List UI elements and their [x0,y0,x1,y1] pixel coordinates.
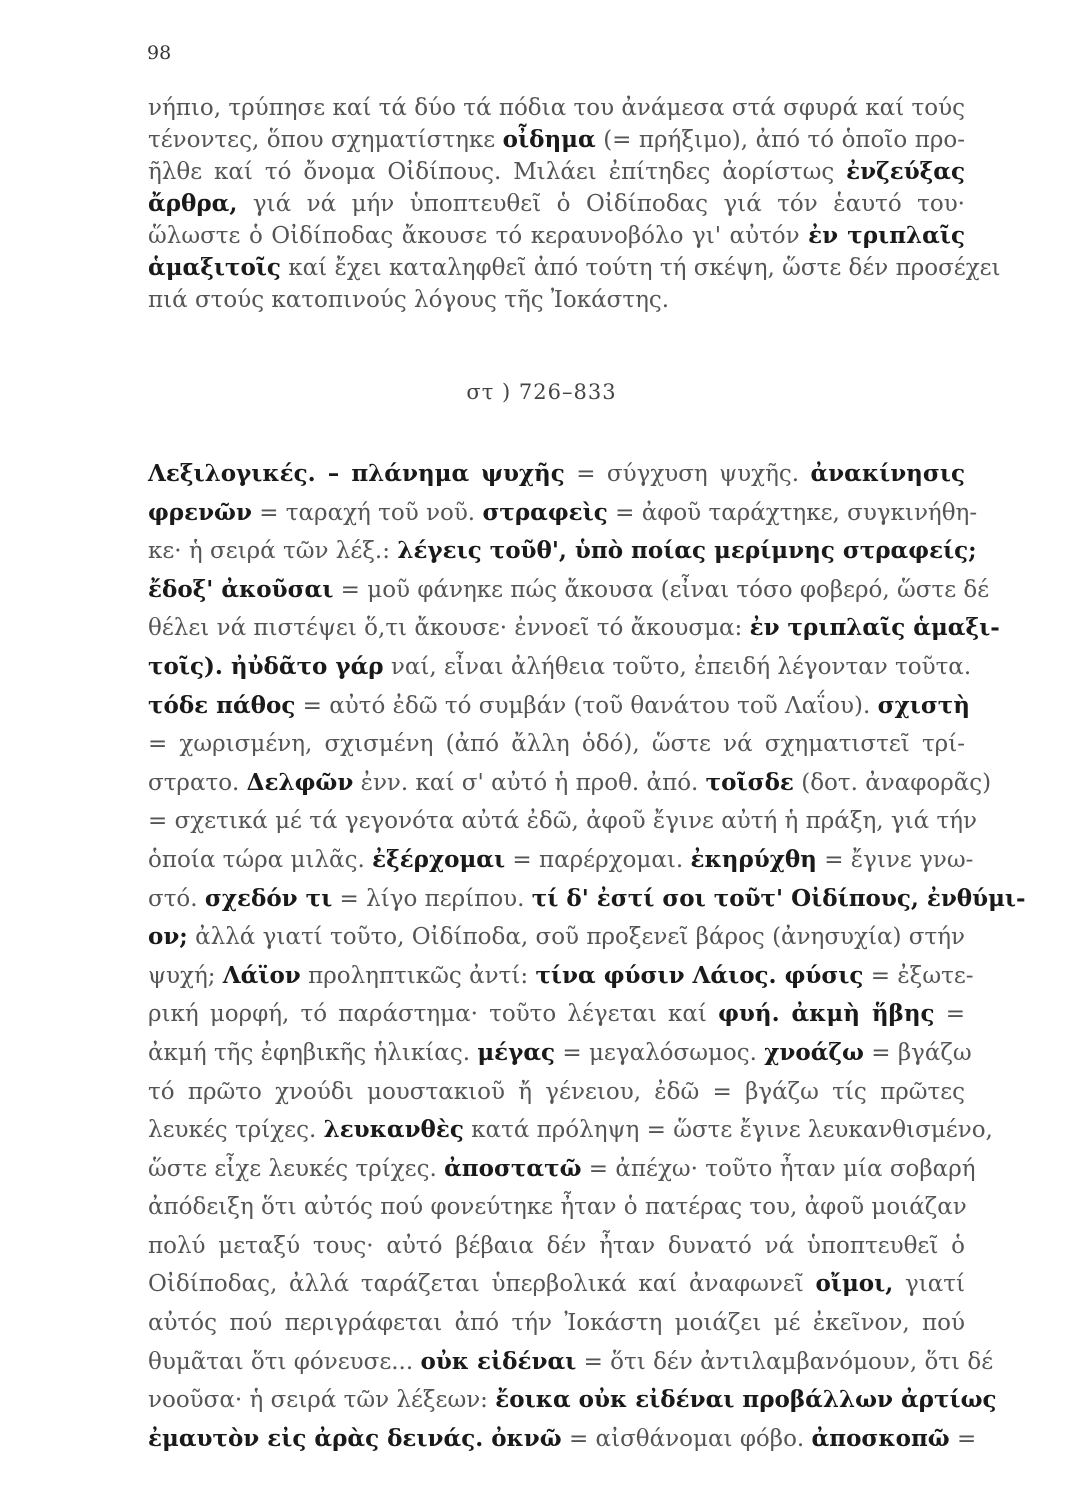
text-line [148,918,965,957]
bold-term: μέγας [477,1038,556,1066]
gloss-text: λευκές τρίχες. [148,1117,324,1144]
gloss-text: αὐτός πού περιγράφεται ἀπό τήν Ἰοκάστη μοιάζει μέ ἐκεῖνον, πού [148,1310,965,1337]
gloss-text: ὥλωστε ὁ Οἰδίποδας ἄκουσε τό κεραυνοβόλο γι' αὐτόν [148,223,809,249]
gloss-text: καί ἔχει καταληφθεῖ ἀπό τούτη τή σκέψη, ὥστε δέν προσέχει [280,255,1001,281]
gloss-text: = σχετικά μέ τά γεγονότα αὐτά ἐδῶ, ἀφοῦ ἔγινε αὐτή ἡ πράξη, γιά τήν [148,808,977,835]
bold-term: ον; [148,923,188,951]
text-line [148,455,965,494]
text-line [148,156,965,188]
text-line [148,841,974,880]
text-line [148,1265,965,1304]
gloss-text: = χωρισμένη, σχισμένη (ἀπό ἄλλη ὁδό), ὥστε νά σχηματιστεῖ τρί- [148,731,965,758]
gloss-text: γιά νά μήν ὑποπτευθεῖ ὁ Οἰδίποδας γιά τόν ἑαυτό του· [237,191,965,217]
section-heading: στ ) 726–833 [466,380,617,404]
bold-term: Λεξιλογικές. – πλάνημα ψυχῆς [148,460,565,487]
bold-term: ἔδοξ' ἀκοῦσαι [148,575,334,603]
text-line [148,252,1001,284]
gloss-text: ἀλλά γιατί τοῦτο, Οἰδίποδα, σοῦ προξενεῖ βάρος (ἀνησυχία) στήν [187,924,965,951]
bold-term: ἐμαυτὸν εἰς ἀρὰς δεινάς. ὀκνῶ [148,1424,562,1452]
bold-term: τοῖς). ἠὐδᾶτο γάρ [148,652,384,680]
text-line [148,92,965,124]
text-line [148,571,990,610]
gloss-text: Οἰδίποδας, ἀλλά ταράζεται ὑπερβολικά καί ἀναφωνεῖ [148,1271,816,1298]
gloss-text: κε· ἡ σειρά τῶν λέξ.: [148,538,398,565]
gloss-text: ὥστε εἶχε λευκές τρίχες. [148,1155,445,1182]
gloss-text: ὁποία τώρα μιλᾶς. [148,846,373,873]
gloss-text: = ταραχή τοῦ νοῦ. [251,499,483,526]
gloss-text: πολύ μεταξύ τους· αὐτό βέβαια δέν ἦταν δυνατό νά ὑποπτευθεῖ ὁ [148,1232,965,1259]
gloss-text: τό πρῶτο χνούδι μουστακιοῦ ἤ γένειου, ἐδῶ = βγάζω τίς πρῶτες [148,1078,965,1105]
gloss-text: νοοῦσα· ἡ σειρά τῶν λέξεων: [148,1387,496,1414]
text-line [148,1188,965,1227]
bold-term: τόδε πάθος [148,691,296,719]
page-number: 98 [147,42,172,64]
text-line [148,609,1000,648]
bold-term: ἔοικα οὐκ εἰδέναι προβάλλων ἀρτίως [495,1386,997,1414]
gloss-text: νήπιο, τρύπησε καί τά δύο τά πόδια του ἀνάμεσα στά σφυρά καί τούς [148,95,965,121]
bold-term: φυή. ἀκμὴ ἥβης [718,1000,935,1028]
gloss-text: θέλει νά πιστέψει ὅ,τι ἄκουσε· ἐννοεῖ τό ἄκουσμα: [148,615,750,642]
bold-term: φρενῶν [148,498,252,526]
bold-term: χνοάζω [764,1038,864,1066]
gloss-text: στρατο. [148,769,247,796]
gloss-text: ρική μορφή, τό παράστημα· τοῦτο λέγεται καί [148,1001,719,1028]
text-line [148,1227,965,1266]
gloss-text: = σύγχυση ψυχῆς. [564,461,811,487]
bold-term: τοῖσδε [705,768,794,796]
bold-term: ἁμαξιτοῖς [148,254,281,281]
bold-term: ἐν τριπλαῖς [808,222,965,249]
gloss-text: γιατί [893,1271,966,1298]
text-line [148,1304,965,1343]
bold-term: ἐν τριπλαῖς ἁμαξι- [749,614,1000,642]
gloss-text: = λίγο περίπου. [332,885,532,912]
text-line [148,1343,994,1382]
text-line [148,648,972,687]
text-line [148,1381,997,1420]
bold-term: τίνα φύσιν Λάιος. φύσις [535,961,864,989]
text-line [148,1111,993,1150]
text-line [148,284,965,316]
bold-term: ἐκηρύχθη [690,845,817,873]
gloss-text: = μοῦ φάνηκε πώς ἄκουσα (εἶναι τόσο φοβερό, ὥστε δέ [333,576,990,603]
bold-term: σχεδόν τι [204,884,333,912]
gloss-text: = αὐτό ἐδῶ τό συμβάν (τοῦ θανάτου τοῦ Λαΐου). [295,692,878,719]
gloss-text: ναί, εἶναι ἀλήθεια τοῦτο, ἐπειδή λέγονταν τοῦτα. [383,653,972,680]
text-line [148,764,992,803]
bold-term: ἄρθρα, [148,190,238,217]
text-line [148,725,965,764]
bold-term: οὐκ εἰδέναι [420,1347,577,1375]
gloss-text: προληπτικῶς ἀντί: [300,962,536,989]
paragraph-vocabulary [148,455,1026,1458]
gloss-text: = ἀφοῦ ταράχτηκε, συγκινήθη- [607,499,978,526]
bold-term: οἶδημα [502,126,596,153]
bold-term: τί δ' ἐστί σοι τοῦτ' Οἰδίπους, ἐνθύμι- [531,884,1026,912]
bold-term: οἴμοι, [815,1270,894,1298]
bold-term: ἀνακίνησις [810,460,965,487]
bold-term: λέγεις τοῦθ', ὑπὸ ποίας μερίμνης στραφείς; [397,537,977,565]
gloss-text: κατά πρόληψη = ὥστε ἔγινε λευκανθισμένο, [463,1117,993,1144]
text-line [148,687,970,726]
gloss-text: ψυχή; [148,962,223,989]
text-line [148,124,965,156]
text-line [148,1034,972,1073]
gloss-text: = βγάζω [863,1039,972,1066]
gloss-text: = αἰσθάνομαι φόβο. [561,1425,812,1452]
gloss-text: = ἐξωτε- [863,962,974,989]
gloss-text: = μεγαλόσωμος. [555,1039,765,1066]
gloss-text: στό. [148,885,205,912]
bold-term: Λάϊον [222,961,301,989]
gloss-text: = ἔγινε γνω- [816,846,974,873]
bold-term: ἐξέρχομαι [372,845,506,873]
text-line [148,1073,965,1112]
gloss-text: ἀκμή τῆς ἐφηβικῆς ἡλικίας. [148,1039,478,1066]
text-line [148,494,978,533]
gloss-text: τένοντες, ὅπου σχηματίστηκε [148,127,503,153]
text-line [148,188,965,220]
gloss-text: (= πρήξιμο), ἀπό τό ὁποῖο προ- [595,127,965,153]
text-line [148,802,977,841]
gloss-text: ἐνν. καί σ' αὐτό ἡ προθ. ἀπό. [353,769,706,796]
gloss-text: = ἀπέχω· τοῦτο ἦταν μία σοβαρή [581,1155,976,1182]
text-line [148,995,965,1034]
bold-term: σχιστὴ [877,691,970,719]
bold-term: στραφεὶς [482,498,608,526]
bold-term: Δελφῶν [246,768,354,796]
gloss-text: (δοτ. ἀναφορᾶς) [793,769,992,796]
paragraph-intro [148,92,1001,316]
bold-term: ἀποστατῶ [444,1154,582,1182]
text-line [148,1420,977,1459]
bold-term: λευκανθὲς [323,1116,464,1144]
gloss-text: θυμᾶται ὅτι φόνευσε... [148,1348,421,1375]
text-line [148,1150,976,1189]
gloss-text: = [934,1001,965,1028]
text-line [148,880,1026,919]
bold-term: ἐνζεύξας [846,158,965,185]
gloss-text: ἀπόδειξη ὅτι αὐτός πού φονεύτηκε ἦταν ὁ πατέρας του, ἀφοῦ μοιάζαν [148,1194,967,1221]
gloss-text: πιά στούς κατοπινούς λόγους τῆς Ἰοκάστης. [148,287,670,313]
gloss-text: ῆλθε καί τό ὄνομα Οἰδίπους. Μιλάει ἐπίτηδες ἀορίστως [148,159,847,185]
gloss-text: = ὅτι δέν ἀντιλαμβανόμουν, ὅτι δέ [576,1348,994,1375]
text-line [148,220,965,252]
bold-term: ἀποσκοπῶ [811,1424,950,1452]
gloss-text: = παρέρχομαι. [505,846,691,873]
gloss-text: = [949,1425,977,1452]
text-line [148,532,977,571]
text-line [148,957,974,996]
